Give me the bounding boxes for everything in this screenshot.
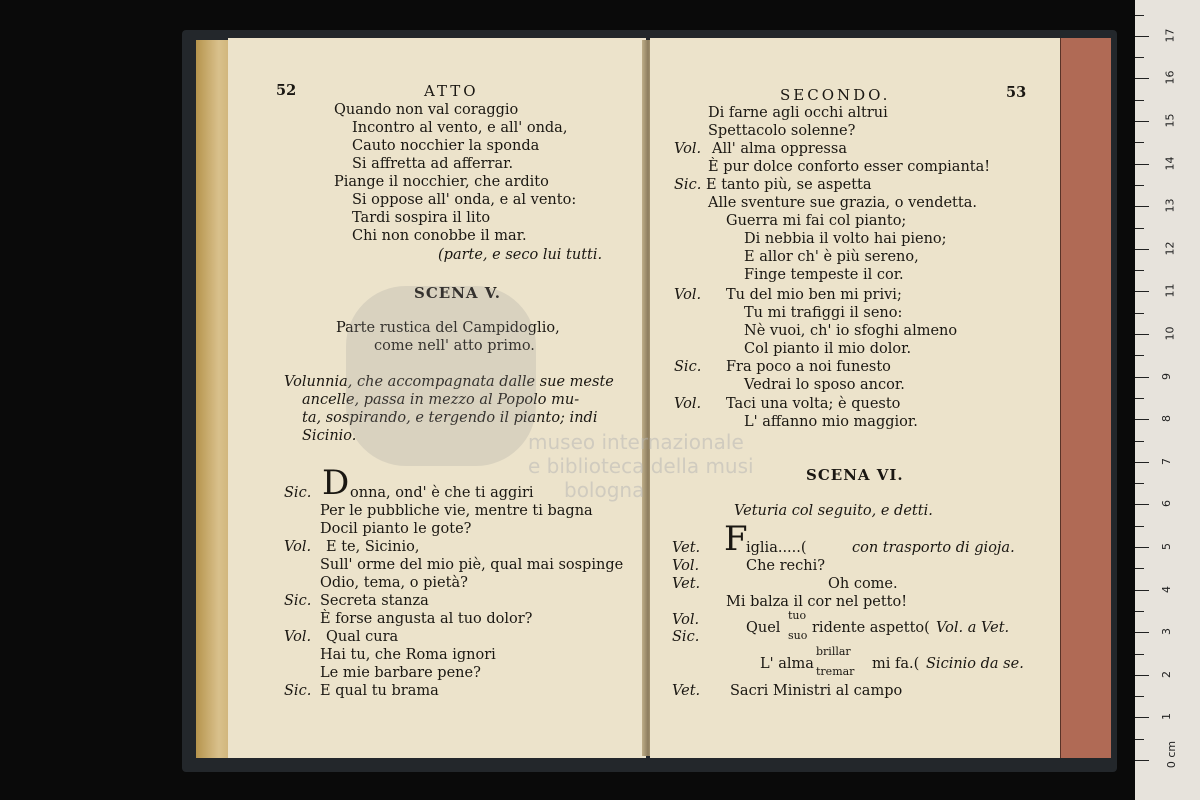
drop-capital: F — [724, 519, 748, 559]
ruler-number: 5 — [1160, 543, 1173, 550]
stage-direction: Veturia col seguito, e detti. — [734, 503, 933, 519]
variant-word: tremar — [816, 665, 855, 678]
scena-title: SCENA V. — [414, 284, 502, 302]
dialogue-line: Vedrai lo sposo ancor. — [744, 377, 905, 393]
dialogue-line: E tanto più, se aspetta — [706, 177, 872, 193]
ruler-tick — [1135, 313, 1144, 314]
watermark-logo — [346, 286, 536, 466]
speaker-label: Vol. — [672, 612, 700, 628]
dialogue-line: Hai tu, che Roma ignori — [320, 647, 496, 663]
speaker-label: Sic. — [674, 177, 702, 193]
verse-line: Cauto nocchier la sponda — [352, 138, 540, 154]
speaker-label: Vet. — [672, 540, 701, 556]
ruler-tick — [1135, 398, 1144, 399]
ruler-tick — [1135, 654, 1144, 655]
ruler-number: 4 — [1160, 585, 1173, 593]
ruler-number: 6 — [1160, 500, 1173, 508]
verse-line: Tardi sospira il lito — [352, 210, 491, 226]
dialogue-line: Docil pianto le gote? — [320, 521, 472, 537]
setting-line: Parte rustica del Campidoglio, — [336, 320, 560, 336]
dialogue-line: Tu del mio ben mi privi; — [726, 287, 902, 303]
ruler-tick — [1135, 675, 1149, 676]
stage-direction: con trasporto di gioja. — [852, 540, 1015, 556]
dialogue-line: Sacri Ministri al campo — [730, 683, 903, 699]
verse-line: Piange il nocchier, che ardito — [334, 174, 549, 190]
ruler-tick — [1135, 334, 1149, 335]
ruler-tick — [1135, 547, 1149, 548]
ruler-tick — [1135, 483, 1144, 484]
verse-line: Si affretta ad afferrar. — [352, 156, 514, 172]
dialogue-line: Nè vuoi, ch' io sfoghi almeno — [744, 323, 958, 339]
ruler-number: 8 — [1160, 415, 1173, 423]
speaker-label: Sic. — [284, 683, 312, 699]
ruler-tick — [1135, 270, 1144, 271]
variant-word: tuo — [788, 609, 807, 622]
ruler-tick — [1135, 185, 1144, 186]
speaker-label: Vol. — [284, 629, 312, 645]
speaker-label: Vol. — [672, 558, 700, 574]
ruler-number: 2 — [1160, 670, 1173, 678]
dialogue-line: Che rechi? — [746, 558, 826, 574]
dialogue-line: mi fa.( — [872, 656, 920, 672]
ruler-tick — [1135, 590, 1149, 591]
dialogue-line: Di nebbia il volto hai pieno; — [744, 231, 947, 247]
dialogue-line: All' alma oppressa — [712, 141, 847, 157]
dialogue-line: Alle sventure sue grazia, o vendetta. — [708, 195, 977, 211]
ruler-tick — [1135, 760, 1149, 761]
stage-direction: Sicinio da se. — [926, 656, 1024, 672]
ruler-tick — [1135, 164, 1149, 165]
dialogue-line: Sull' orme del mio piè, qual mai sospinge — [320, 557, 624, 573]
ruler-tick — [1135, 504, 1149, 505]
watermark-text: museo internazionale e biblioteca della musi bologna — [528, 430, 754, 502]
ruler-tick — [1135, 121, 1149, 122]
ruler-tick — [1135, 526, 1144, 527]
ruler-tick — [1135, 462, 1149, 463]
dialogue-line: Le mie barbare pene? — [320, 665, 481, 681]
ruler-number: 10 — [1163, 326, 1177, 341]
dialogue-line: Col pianto il mio dolor. — [744, 341, 912, 357]
verse-line: Incontro al vento, e all' onda, — [352, 120, 568, 136]
ruler-number: 1 — [1160, 713, 1173, 721]
dialogue-line: E allor ch' è più sereno, — [744, 249, 919, 265]
ruler-number: 14 — [1163, 156, 1177, 171]
stage-direction: ancelle, passa in mezzo al Popolo mu- — [302, 392, 580, 408]
setting-line: come nell' atto primo. — [374, 338, 535, 354]
speaker-label: Vol. — [284, 539, 312, 555]
dialogue-line: Mi balza il cor nel petto! — [726, 594, 908, 610]
dialogue-line: È forse angusta al tuo dolor? — [320, 611, 533, 627]
ruler-number: 9 — [1160, 372, 1173, 380]
drop-capital: D — [322, 463, 350, 503]
ruler-number: 15 — [1163, 113, 1177, 128]
ruler-tick — [1135, 249, 1149, 250]
dialogue-line: È pur dolce conforto esser compianta! — [708, 159, 991, 175]
stage-direction: (parte, e seco lui tutti. — [438, 247, 603, 263]
right-page — [650, 38, 1060, 758]
ruler-number: 11 — [1163, 283, 1177, 298]
dialogue-line: Fra poco a noi funesto — [726, 359, 891, 375]
ruler-number: 3 — [1160, 628, 1173, 636]
speaker-label: Vol. — [674, 141, 702, 157]
ruler-tick — [1135, 611, 1144, 612]
dialogue-line: Tu mi trafiggi il seno: — [744, 305, 903, 321]
ruler-tick — [1135, 355, 1144, 356]
dialogue-line: Oh come. — [828, 576, 898, 592]
dialogue-line: Taci una volta; è questo — [726, 396, 901, 412]
verse-line: Si oppose all' onda, e al vento: — [352, 192, 577, 208]
ruler-tick — [1135, 142, 1144, 143]
ruler-tick — [1135, 78, 1149, 79]
ruler-tick — [1135, 36, 1149, 37]
dialogue-line: L' affanno mio maggior. — [744, 414, 918, 430]
ruler-unit-label: 0 cm — [1165, 740, 1179, 769]
stage-direction: Volunnia, che accompagnata dalle sue meste — [284, 374, 614, 390]
dialogue-line: Di farne agli occhi altrui — [708, 105, 888, 121]
dialogue-line: Finge tempeste il cor. — [744, 267, 904, 283]
stage-direction: Sicinio. — [302, 428, 357, 444]
scena-title: SCENA VI. — [806, 466, 904, 484]
verse-line: Chi non conobbe il mar. — [352, 228, 527, 244]
dialogue-line: Guerra mi fai col pianto; — [726, 213, 907, 229]
variant-word: brillar — [816, 645, 851, 658]
book-cover-edge — [1058, 38, 1111, 758]
ruler-tick — [1135, 441, 1144, 442]
dialogue-line: ridente aspetto( — [812, 620, 930, 636]
ruler-tick — [1135, 739, 1144, 740]
ruler-tick — [1135, 100, 1144, 101]
ruler-number: 13 — [1163, 198, 1177, 213]
speaker-label: Vet. — [672, 683, 701, 699]
dialogue-line: Quel — [746, 620, 781, 636]
dialogue-line: E qual tu brama — [320, 683, 439, 699]
ruler-tick — [1135, 57, 1144, 58]
stage-direction: Vol. a Vet. — [936, 620, 1010, 636]
page-number: 53 — [1006, 84, 1027, 101]
ruler-tick — [1135, 632, 1149, 633]
speaker-label: Sic. — [674, 359, 702, 375]
ruler-tick — [1135, 568, 1144, 569]
running-head: ATTO — [424, 82, 479, 100]
ruler-tick — [1135, 717, 1149, 718]
verse-line: Quando non val coraggio — [334, 102, 519, 118]
ruler-number: 12 — [1163, 241, 1177, 256]
dialogue-line: iglia.....( — [746, 540, 807, 556]
dialogue-line: Spettacolo solenne? — [708, 123, 856, 139]
ruler-tick — [1135, 419, 1149, 420]
dialogue-line: Secreta stanza — [320, 593, 429, 609]
variant-word: suo — [788, 629, 808, 642]
page-number: 52 — [276, 82, 297, 99]
ruler-tick — [1135, 228, 1144, 229]
ruler-tick — [1135, 15, 1144, 16]
speaker-label: Vol. — [674, 396, 702, 412]
speaker-label: Sic. — [672, 629, 700, 645]
dialogue-line: E te, Sicinio, — [326, 539, 420, 555]
speaker-label: Sic. — [284, 485, 312, 501]
dialogue-line: Per le pubbliche vie, mentre ti bagna — [320, 503, 593, 519]
ruler-tick — [1135, 696, 1144, 697]
ruler-number: 17 — [1163, 28, 1177, 43]
dialogue-line: onna, ond' è che ti aggiri — [350, 485, 534, 501]
speaker-label: Vet. — [672, 576, 701, 592]
dialogue-line: Qual cura — [326, 629, 399, 645]
ruler-number: 7 — [1160, 457, 1173, 465]
speaker-label: Sic. — [284, 593, 312, 609]
ruler-tick — [1135, 291, 1149, 292]
ruler-tick — [1135, 377, 1149, 378]
ruler-number: 16 — [1163, 70, 1177, 85]
ruler-tick — [1135, 206, 1149, 207]
dialogue-line: Odio, tema, o pietà? — [320, 575, 468, 591]
stage-direction: ta, sospirando, e tergendo il pianto; indi — [302, 410, 598, 426]
dialogue-line: L' alma — [760, 656, 814, 672]
running-head: SECONDO. — [780, 86, 891, 104]
speaker-label: Vol. — [674, 287, 702, 303]
